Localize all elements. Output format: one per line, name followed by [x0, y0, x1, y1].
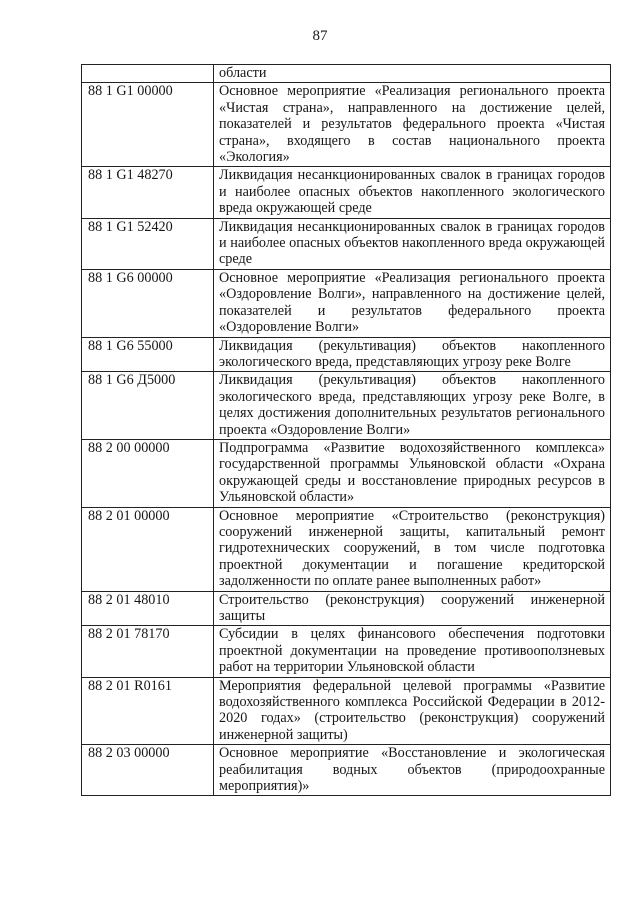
table-row [82, 337, 611, 372]
table-row [82, 591, 611, 626]
table-row [82, 167, 611, 218]
table-row [82, 218, 611, 269]
table-row [82, 439, 611, 507]
code-cell: 88 2 01 00000 [82, 507, 214, 591]
description-cell: Подпрограмма «Развитие водохозяйственного комплекса» государственной программы Ульяновской области «Охрана окружающей среды и восстановление природных ресурсов в Ульяновской области» [214, 439, 611, 507]
code-cell: 88 2 00 00000 [82, 439, 214, 507]
description-cell: Ликвидация несанкционированных свалок в границах городов и наиболее опасных объектов накопленного вреда окружающей среде [214, 218, 611, 269]
table-row [82, 745, 611, 796]
description-cell: Субсидии в целях финансового обеспечения подготовки проектной документации на проведение противооползневых работ на территории Ульяновской области [214, 626, 611, 677]
table-row [82, 65, 611, 83]
page-number: 87 [312, 28, 328, 44]
table-row [82, 372, 611, 440]
table-row [82, 507, 611, 591]
description-cell: Основное мероприятие «Реализация регионального проекта «Чистая страна», направленного на достижение целей, показателей и результатов федерального проекта «Чистая страна», входящего в состав национального проекта «Экология» [214, 83, 611, 167]
code-cell: 88 2 01 48010 [82, 591, 214, 626]
description-cell: Ликвидация (рекультивация) объектов накопленного экологического вреда, представляющих угрозу реке Волге [214, 337, 611, 372]
description-cell: Основное мероприятие «Восстановление и экологическая реабилитация водных объектов (природоохранные мероприятия)» [214, 745, 611, 796]
code-cell: 88 1 G6 55000 [82, 337, 214, 372]
code-cell: 88 1 G6 00000 [82, 269, 214, 337]
budget-classification-table [81, 64, 611, 796]
table-row [82, 269, 611, 337]
code-cell: 88 1 G6 Д5000 [82, 372, 214, 440]
table-row [82, 83, 611, 167]
table-row [82, 677, 611, 745]
table-row [82, 626, 611, 677]
code-cell: 88 2 01 78170 [82, 626, 214, 677]
code-cell: 88 2 01 R0161 [82, 677, 214, 745]
description-cell: Ликвидация несанкционированных свалок в границах городов и наиболее опасных объектов накопленного экологического вреда окружающей среде [214, 167, 611, 218]
description-cell: Основное мероприятие «Реализация регионального проекта «Оздоровление Волги», направленного на достижение целей, показателей и результатов федерального проекта «Оздоровление Волги» [214, 269, 611, 337]
description-cell: Строительство (реконструкция) сооружений инженерной защиты [214, 591, 611, 626]
description-cell: Ликвидация (рекультивация) объектов накопленного экологического вреда, представляющих угрозу реке Волге, в целях достижения дополнительных результатов регионального проекта «Оздоровление Волги» [214, 372, 611, 440]
description-cell: области [214, 65, 611, 83]
code-cell [82, 65, 214, 83]
code-cell: 88 1 G1 00000 [82, 83, 214, 167]
code-cell: 88 2 03 00000 [82, 745, 214, 796]
description-cell: Мероприятия федеральной целевой программы «Развитие водохозяйственного комплекса Российской Федерации в 2012-2020 годах» (строительство (реконструкция) сооружений инженерной защиты) [214, 677, 611, 745]
code-cell: 88 1 G1 48270 [82, 167, 214, 218]
description-cell: Основное мероприятие «Строительство (реконструкция) сооружений инженерной защиты, капитальный ремонт гидротехнических сооружений, в том числе подготовка проектной документации и погашение кредиторской задолженности по оплате ранее выполненных работ» [214, 507, 611, 591]
code-cell: 88 1 G1 52420 [82, 218, 214, 269]
